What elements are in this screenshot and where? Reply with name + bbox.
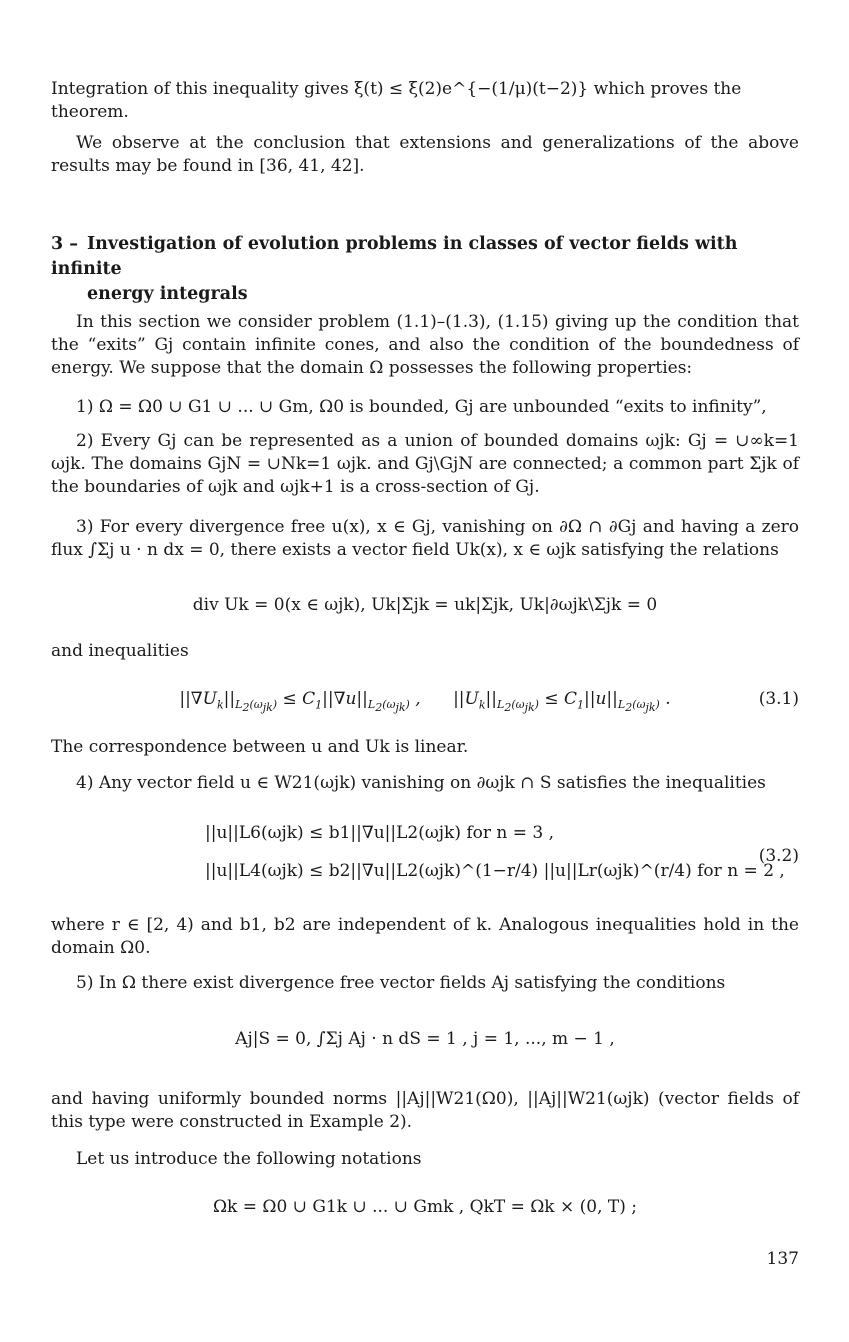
list-item-5: 5) In Ω there exist divergence free vector fields Aj satisfying the conditions <box>76 973 726 993</box>
equation-label-3-1: (3.1) <box>758 689 799 709</box>
paragraph-section-intro: In this section we consider problem (1.1)–(1.3), (1.15) giving up the condition that the “exits” Gj contain infinite cones, and also the condition of the boundedness of energy. We suppose that the domain Ω possesses the following properties: <box>51 312 799 378</box>
equation-label-3-2: (3.2) <box>758 846 799 866</box>
section-title-line1: Investigation of evolution problems in classes of vector fields with infinite <box>51 234 738 279</box>
paragraph-integration: Integration of this inequality gives ξ(t) ≤ ξ(2)e^{−(1/μ)(t−2)} which proves the theorem. <box>51 79 742 122</box>
section-number: 3 – <box>51 234 79 254</box>
equation-div-U: div Uk = 0(x ∈ ωjk), Uk|Σjk = uk|Σjk, Uk|∂ωjk\Σjk = 0 <box>192 595 658 615</box>
section-title-line2: energy integrals <box>87 284 248 304</box>
list-item-2: 2) Every Gj can be represented as a union of bounded domains ωjk: Gj = ∪∞k=1 ωjk. The domains GjN = ∪Nk=1 ωjk. and Gj\GjN are connected; a common part Σjk of the boundaries of ωjk and ωjk+1 is a cross-section of Gj. <box>51 431 799 497</box>
equation-Omega-Q: Ωk = Ω0 ∪ G1k ∪ ... ∪ Gmk , QkT = Ωk × (0, T) ; <box>212 1197 638 1217</box>
section-heading <box>51 232 799 307</box>
paragraph-and-inequalities: and inequalities <box>51 641 189 661</box>
list-item-3: 3) For every divergence free u(x), x ∈ Gj, vanishing on ∂Ω ∩ ∂Gj and having a zero flux ∫Σj u · n dx = 0, there exists a vector field Uk(x), x ∈ ωjk satisfying the relations <box>51 517 799 560</box>
paragraph-where: where r ∈ [2, 4) and b1, b2 are independent of k. Analogous inequalities hold in the domain Ω0. <box>51 915 799 958</box>
paragraph-notations: Let us introduce the following notations <box>76 1149 422 1169</box>
list-item-4: 4) Any vector field u ∈ W21(ωjk) vanishing on ∂ωjk ∩ S satisfies the inequalities <box>76 773 766 793</box>
page-number: 137 <box>766 1249 799 1269</box>
list-item-1: 1) Ω = Ω0 ∪ G1 ∪ ... ∪ Gm, Ω0 is bounded, Gj are unbounded “exits to infinity”, <box>76 397 767 417</box>
equation-A: Aj|S = 0, ∫Σj Aj · n dS = 1 , j = 1, ..., m − 1 , <box>235 1029 615 1049</box>
paragraph-linear: The correspondence between u and Uk is linear. <box>51 737 469 757</box>
equation-3-2-line2: ||u||L4(ωjk) ≤ b2||∇u||L2(ωjk)^(1−r/4) ||u||Lr(ωjk)^(r/4) for n = 2 , <box>205 861 785 881</box>
equation-3-2-line1: ||u||L6(ωjk) ≤ b1||∇u||L2(ωjk) for n = 3 , <box>205 823 555 843</box>
paragraph-having: and having uniformly bounded norms ||Aj||W21(Ω0), ||Aj||W21(ωjk) (vector fields of this type were constructed in Example 2). <box>51 1089 799 1132</box>
paragraph-conclusion: We observe at the conclusion that extensions and generalizations of the above results may be found in [36, 41, 42]. <box>51 133 799 176</box>
equation-3-1: $||\nabla U_k||_{L_2(\omega_{jk})} \le C_1||\nabla u||_{L_2(\omega_{jk})}$ , $||U_k||_{L_2(\omega_{jk})} \le C_1||u||_{L_2(\omega_{jk})}$ . <box>179 689 671 715</box>
